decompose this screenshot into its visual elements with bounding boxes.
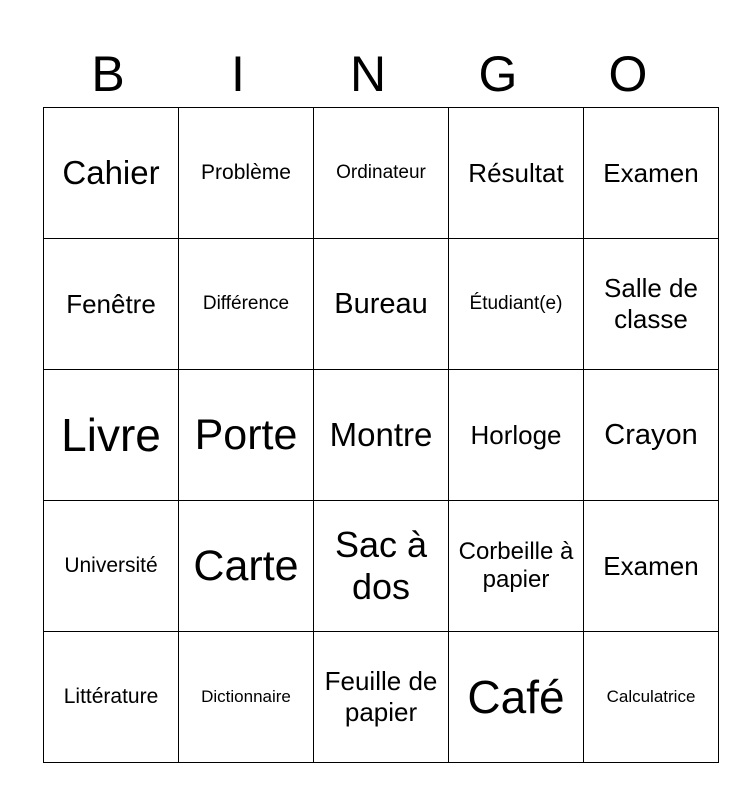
bingo-cell[interactable]: Café (449, 632, 584, 763)
bingo-cell[interactable]: Bureau (314, 239, 449, 370)
board-row (44, 370, 719, 501)
bingo-cell[interactable]: Feuille de papier (314, 632, 449, 763)
bingo-cell[interactable]: Livre (44, 370, 179, 501)
board-row (44, 501, 719, 632)
board-row (44, 239, 719, 370)
bingo-cell[interactable]: Montre (314, 370, 449, 501)
bingo-cell[interactable]: Sac à dos (314, 501, 449, 632)
bingo-cell[interactable]: Dictionnaire (179, 632, 314, 763)
bingo-cell[interactable]: Cahier (44, 108, 179, 239)
bingo-cell[interactable]: Littérature (44, 632, 179, 763)
bingo-cell[interactable]: Problème (179, 108, 314, 239)
header-letter-n: N (349, 46, 387, 102)
board-row (44, 108, 719, 239)
bingo-cell[interactable]: Salle de classe (584, 239, 719, 370)
bingo-cell[interactable]: Corbeille à papier (449, 501, 584, 632)
bingo-cell[interactable]: Examen (584, 501, 719, 632)
bingo-cell[interactable]: Carte (179, 501, 314, 632)
bingo-cell[interactable]: Université (44, 501, 179, 632)
bingo-cell[interactable]: Horloge (449, 370, 584, 501)
header-letter-g: G (478, 46, 518, 102)
board-row (44, 632, 719, 763)
header-letter-o: O (608, 46, 648, 102)
bingo-cell[interactable]: Examen (584, 108, 719, 239)
header-letter-i: I (231, 46, 245, 102)
bingo-header (43, 44, 693, 104)
bingo-cell[interactable]: Étudiant(e) (449, 239, 584, 370)
bingo-cell[interactable]: Fenêtre (44, 239, 179, 370)
bingo-cell[interactable]: Porte (179, 370, 314, 501)
bingo-cell[interactable]: Crayon (584, 370, 719, 501)
bingo-board (43, 107, 719, 763)
header-letter-b: B (91, 46, 125, 102)
bingo-cell[interactable]: Résultat (449, 108, 584, 239)
bingo-cell[interactable]: Calculatrice (584, 632, 719, 763)
bingo-cell[interactable]: Ordinateur (314, 108, 449, 239)
bingo-cell[interactable]: Différence (179, 239, 314, 370)
